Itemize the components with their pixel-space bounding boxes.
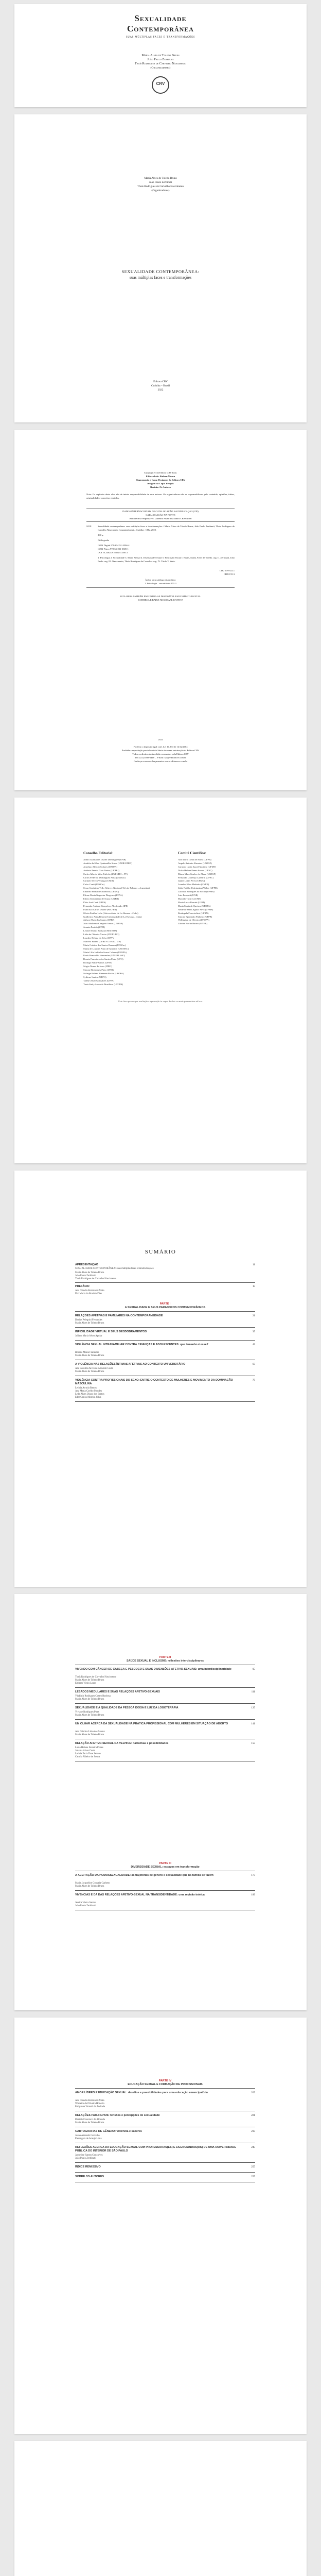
cover-title-line1: Sexualidade: [134, 13, 187, 23]
cip-index-item: 1. Psicologia – sexualidade 155.3: [145, 582, 176, 585]
toc-chapter-page: 79: [252, 1379, 255, 1382]
council-member-name: Aldira Guimarães Duarte Domínguez (UNB): [83, 858, 126, 861]
council-right-title: Comitê Científico:: [178, 851, 207, 855]
toc-chapter-title: UM OLHAR ACERCA DA SEXUALIDADE NA PRÁTICA PROFISSIONAL COM MULHERES EM SITUAÇÃO DE ABORTO: [75, 1722, 228, 1725]
title-author-2: João Paulo Zerbinati: [149, 181, 172, 184]
toc-chapter-author: Maria Alves de Toledo Bruns: [75, 1885, 104, 1888]
council-member-name: Carmem Lucia Sussel Mariano (UFMT): [178, 865, 216, 868]
toc-entry-subtitle: SEXUALIDADE CONTEMPORÂNEA: suas múltiplas faces e transformações: [75, 1267, 154, 1270]
council-member-name: Solange Helena Ximenes-Rocha (UFOPA): [83, 972, 124, 975]
toc-chapter-title: RELAÇÕES AFETIVAS E FAMILIARES NA CONTEMPORANEIDADE: [75, 1314, 163, 1317]
copyright-page: [14, 430, 307, 790]
toc-chapter-author: Pollyanna Yamadí de Andrade: [75, 2106, 105, 2108]
council-member-name: Carmen Tereza Velanga (UNIR): [83, 879, 114, 883]
title-page: [14, 114, 307, 422]
cip-librarian: Bibliotecária responsável: Luzenira Alves dos Santos CRB9/1506: [129, 517, 192, 520]
toc-heading: SUMÁRIO: [145, 1249, 176, 1255]
toc-entry-author: Maria Alves de Toledo Bruns: [75, 1272, 104, 1274]
toc-entry-author: Thaís Rodrigues de Carvalho Nascimento: [75, 1278, 117, 1280]
toc-chapter-title: RELAÇÕES PAIS/FILHOS: tensões e percepções de sexualidade: [75, 2114, 160, 2117]
copyright-line-4: Imagem da Capa: Freepik: [147, 482, 174, 485]
toc-separator: [75, 1890, 255, 1891]
toc-entry-page: 15: [252, 1285, 255, 1288]
council-member-name: Lídia Natália Dobrianskyj Weber (UFPR): [178, 887, 218, 890]
toc-chapter-author: Camila Ribeiro de Souza: [75, 1756, 100, 1758]
toc-entry-author: Ana Cláudia Bortolozzi Maia: [75, 1290, 104, 1292]
toc-page-1: [14, 1171, 307, 1587]
cip-index-title: Índice para catálogo sistemático: [145, 579, 176, 581]
council-member-name: Dulce Helena Penna Soares (UFSC): [178, 869, 212, 872]
toc-chapter-page: 21: [252, 1314, 255, 1317]
council-member-name: Sérgio Nunes de Jesus (IFRO): [83, 965, 112, 968]
toc-chapter-author: Juliana Maria Alves Aguiar: [75, 1335, 102, 1337]
toc-chapter-author: João Paulo Zerbinati: [75, 2157, 96, 2160]
council-member-name: Renato Francisco dos Santos Paula (UFG): [83, 958, 123, 961]
toc-chapter-title: SOBRE OS AUTORES: [75, 2175, 104, 2178]
toc-separator: [75, 1282, 255, 1283]
council-member-name: Marta Maria de Queiroz (UFOPA): [178, 904, 211, 907]
toc-chapter-author: Vladimir Rodrigues Castro Barbosa: [75, 1695, 111, 1698]
cip-pages: 260 p.: [98, 534, 104, 536]
imprint-publisher: Editora CRV: [153, 380, 168, 383]
council-member-name: Cesar Gerónimo Tello (Univer. Nacional Três de Febrero – Argentina): [83, 887, 150, 890]
cover-org-note: (Organizadores): [150, 66, 171, 70]
council-member-name: Marcelo Tavares (UNB): [178, 897, 201, 900]
toc-entry-author: João Paulo Zerbinati: [75, 1275, 96, 1277]
toc-separator: [75, 1311, 255, 1312]
cip-bottom-rule: [86, 587, 235, 588]
council-member-name: Tadeu Oliver Gonçalves (UFPA): [83, 979, 115, 982]
toc-chapter-author: Maria Alves de Toledo Bruns: [75, 1354, 104, 1357]
toc-chapter-author: Maria Alves de Toledo Bruns: [75, 2122, 104, 2124]
council-left-list: [83, 858, 150, 987]
council-member-name: Maria de Lourdes Pinto de Almeida (UNOESC): [83, 947, 129, 950]
toc-chapter-entry[interactable]: [75, 2091, 255, 2095]
council-member-name: Rodrigo Pratte-Santos (UFES): [83, 961, 113, 964]
toc-chapter-title: VIVENDO COM CÂNCER DE CABEÇA E PESCOÇO E SUAS DIMENSÕES AFETIVO-SEXUAIS: uma interdisciplinaridade: [75, 1668, 231, 1671]
copyright-line-1: Copyright © da Editora CRV Ltda.: [144, 471, 177, 474]
toc-separator: [75, 1340, 255, 1341]
council-member-name: Francisco Carlos Duarte (PUC-PR): [83, 908, 117, 911]
title-author-1: Maria Alves de Toledo Bruns: [144, 177, 177, 180]
rights-line-1: Foi feito o depósito legal conf. Lei 10.994 de 14/12/2004: [133, 745, 188, 748]
toc-chapter-author: Pierangela de Araujo Lima: [75, 2138, 102, 2140]
toc-chapter-author: Leticia Faria Dore Severo: [75, 1753, 101, 1755]
title-author-3: Thaís Rodrigues de Carvalho Nascimento: [137, 185, 184, 188]
toc-entry-page: 11: [253, 1263, 255, 1266]
toc-page-3: [14, 2018, 307, 2434]
toc-entry-title: APRESENTAÇÃO: [75, 1263, 98, 1266]
council-member-name: Elione Maria Nogueira Diogenes (UFAL): [83, 894, 123, 897]
toc-chapter-entry[interactable]: [75, 2114, 255, 2117]
toc-entry-author: Dr.ª Maria do Rosário Dias: [75, 1293, 102, 1295]
toc-chapter-author: Ana Carolina Alves de Azevedo Costa: [75, 1367, 113, 1370]
toc-chapter-title: INFIDELIDADE VIRTUAL E SEUS DESDOBRAMENTOS: [75, 1330, 147, 1333]
council-member-name: Eduardo Fernandes Barbosa (UFMG): [83, 890, 119, 893]
toc-chapter-author: Leticia Arruda Bastos: [75, 1387, 97, 1389]
app-notice: CONHEÇA E BAIXE NOSSO APLICATIVO!: [138, 599, 183, 601]
copyright-line-3: Diagramação e Capa: Designers da Editora CRV: [135, 479, 186, 481]
toc-part-2-label: PARTE II: [159, 1656, 171, 1659]
council-member-name: Tania Suely Azevedo Brasileiro (UFOPA): [83, 982, 123, 986]
cip-doi: DOI 10.24824/978652513305.1: [98, 551, 128, 554]
toc-separator: [75, 1687, 255, 1688]
toc-chapter-entry[interactable]: [75, 2175, 255, 2179]
toc-chapter-page: 141: [251, 1722, 255, 1725]
toc-chapter-entry[interactable]: [75, 1379, 255, 1386]
council-footer: Este livro passou por avaliação e aprovação às cegas de dois ou mais pareceristas ad hoc.: [118, 1000, 203, 1003]
toc-chapter-author: Jéssica Vieira Santos: [75, 1902, 96, 1904]
digital-notice: ESTA OBRA TAMBÉM ENCONTRA-SE DISPONÍVEL EM FORMATO DIGITAL.: [119, 595, 202, 598]
toc-chapter-page: 49: [252, 1343, 255, 1346]
toc-chapter-title: VIOLÊNCIA SEXUAL INTRAFAMILIAR CONTRA CRIANÇAS E ADOLESCENTES: que tamanho é esse?: [75, 1343, 208, 1346]
council-member-name: Ana Maria Costa de Sousa (UFPB): [178, 858, 211, 861]
council-member-name: Maria Cristina dos Santos Bezerra (UFSCar): [83, 943, 126, 946]
rights-line-2: Proibida a reprodução parcial ou total desta obra sem autorização da Editora CRV: [121, 749, 200, 752]
toc-chapter-author: Rosana Maria Franzolin: [75, 1351, 99, 1354]
council-member-name: Andréia da Silva Quintanilha Sousa (UNIR/UFRN): [83, 861, 132, 865]
toc-chapter-entry[interactable]: [75, 1722, 255, 1726]
toc-chapter-page: 155: [251, 1742, 255, 1745]
toc-chapter-entry[interactable]: [75, 1742, 255, 1745]
council-member-name: Fernando Lourenço Lazzarin (UFSC): [178, 876, 214, 879]
cip-isbn-physical: ISBN Físico 978-65-251-3305-1: [98, 548, 129, 550]
council-member-name: Zuleide Rocha Barros (UNEB): [178, 922, 208, 925]
imprint-year: 2022: [157, 388, 164, 392]
title-main: SEXUALIDADE CONTEMPORÂNEA:: [121, 269, 200, 274]
toc-separator: [75, 1401, 255, 1402]
toc-entry-prefacio[interactable]: [75, 1285, 255, 1289]
signature-page: [14, 2441, 307, 2576]
toc-chapter-entry[interactable]: [75, 1893, 255, 1897]
cip-isbn-digital: ISBN Digital 978-65-251-3304-4: [98, 544, 130, 547]
council-member-name: Carlos Alberto Vilar Estêvão (UMINHO – PT): [83, 872, 128, 875]
cip-cdu: CDU 159.922.1: [219, 569, 235, 572]
council-member-name: Lídia de Oliveira Xavier (UNIEURO): [83, 933, 119, 936]
toc-entry-apresentacao[interactable]: [75, 1263, 255, 1267]
toc-chapter-author: Jaqueline Santos Gonçalves: [75, 2154, 103, 2157]
council-member-name: Sydione Santos (UEPG): [83, 975, 106, 978]
toc-chapter-entry[interactable]: [75, 1363, 255, 1366]
toc-separator: [75, 1703, 255, 1704]
toc-chapter-page: 221: [251, 2114, 255, 2117]
council-member-name: Maria Lília Imbiriba Sousa Colares (UFOPA): [83, 951, 127, 954]
toc-chapter-author: Wisneire de Oliveira Honório: [75, 2103, 104, 2105]
cip-code: S518: [86, 525, 92, 528]
cip-subtitle: CATALOGAÇÃO NA FONTE: [146, 514, 175, 516]
council-member-name: Guillermo Arias Beatón (Universidade de La Havana – Cuba): [83, 915, 142, 918]
toc-separator: [75, 2172, 255, 2173]
toc-chapter-author: Janaína Alves Costa: [75, 1750, 95, 1752]
toc-chapter-author: Daniele Francisco de Almeida: [75, 2119, 105, 2121]
toc-chapter-author: Egberto Vieira Lopes: [75, 1682, 96, 1685]
cover-author-3: Thaís Rodrigues de Carvalho Nascimento: [134, 62, 187, 65]
rights-line-4: Tel.: (41) 3039-6418 – E-mail: sac@editoracrv.com.br: [134, 756, 187, 759]
toc-chapter-author: Maria Alves de Toledo Bruns: [75, 1698, 104, 1701]
rights-line-5: Conheça os nossos lançamentos: www.editoracrv.com.br: [133, 760, 188, 762]
toc-separator: [75, 1719, 255, 1720]
cover-title-line2: Contemporânea: [127, 24, 194, 33]
council-member-name: Marcelo Paixão (UFRJ e UTexas – US): [83, 940, 121, 943]
council-left-title: Conselho Editorial:: [83, 851, 114, 855]
toc-chapter-entry[interactable]: [75, 2130, 255, 2133]
council-member-name: Angelo Antonio Abrantes (UNESP): [178, 861, 212, 865]
toc-chapter-author: Maria Alves de Toledo Bruns: [75, 1714, 104, 1717]
council-member-name: Lourdes Helena da Silva (UFV): [83, 936, 114, 939]
toc-chapter-author: Ana Cristina Lima dos Santos: [75, 1731, 105, 1733]
toc-chapter-entry[interactable]: [75, 1343, 255, 1347]
cover-page: [14, 4, 307, 107]
toc-chapter-author: Joana Azevedo Carvalho: [75, 2134, 100, 2137]
toc-chapter-author: Maria Alves de Toledo Bruns: [75, 1679, 104, 1682]
council-member-name: Eliana Mara Simões de Abreu (UNESP): [178, 872, 216, 875]
council-member-name: Celso Conti (UFSCar): [83, 883, 105, 886]
toc-chapter-page: 205: [251, 2091, 255, 2094]
council-member-name: Simone Rodrigues Pinto (UNB): [83, 969, 114, 972]
council-member-name: Simone Sperandio Pinheiro (UFPB): [178, 915, 212, 918]
title-org-note: (Organizadores): [151, 189, 170, 192]
council-member-name: Lucimar Rodrigues da Rocha (UFMS): [178, 890, 215, 893]
toc-chapter-entry[interactable]: [75, 1668, 255, 1671]
toc-chapter-author: Ana Maria Coelho Mendes: [75, 1390, 102, 1393]
toc-chapter-page: 233: [251, 2130, 255, 2133]
crv-logo: [152, 76, 169, 94]
council-member-name: Wellington de Oliveira (UFOPA): [178, 919, 209, 922]
copyright-year: 2022: [158, 738, 163, 741]
council-member-name: Maria Lucia Boarini (UEM): [178, 901, 205, 904]
council-member-name: Élsio José Corá (UFFS): [83, 901, 106, 904]
toc-separator: [75, 1327, 255, 1328]
toc-part-2-title: SAÚDE SEXUAL E INCLUSÃO: reflexões interdisciplinares: [127, 1659, 204, 1663]
toc-chapter-entry[interactable]: [75, 1314, 255, 1318]
toc-separator: [75, 2088, 255, 2089]
toc-chapter-title: REFLEXÕES ACERCA DA EDUCAÇÃO SEXUAL COM PROFESSORAS(ES) E LICENCIANDAS(OS) DE UMA UNIVERSIDADE PÚBLICA DO INTERIOR DE SÃO PAULO: [75, 2146, 236, 2153]
council-member-name: Rosângela Francischini (UFRN): [178, 911, 209, 914]
copyright-line-2: Editor-chefe: Railson Moura: [146, 475, 175, 478]
council-member-name: Anselmo Alencar Colares (UFOPA): [83, 865, 118, 868]
toc-chapter-title: LESADOS MEDULARES E SUAS RELAÇÕES AFETIVO-SEXUAIS: [75, 1690, 160, 1693]
council-right-list: [178, 858, 218, 926]
council-member-name: Jailson Alves dos Santos (UFRJ): [83, 919, 115, 922]
toc-chapter-page: 173: [251, 1874, 255, 1877]
toc-chapter-entry[interactable]: [75, 2146, 255, 2153]
council-member-name: Fernando Antônio Gonçalves Alcoforado (IPB): [83, 904, 129, 907]
toc-chapter-author: Maria Alves de Toledo Bruns: [75, 1322, 104, 1325]
toc-chapter-title: VIVÊNCIAS E DA DAS RELAÇÕES AFETIVO-SEXUAL NA TRANSIDENTIDADE: uma revisão teórica: [75, 1893, 205, 1896]
toc-chapter-entry[interactable]: [75, 1690, 255, 1694]
cip-subjects: 1. Psicologia 2. Sexualidade 3. Saúde Sexual 4. Diversidade Sexual 5. Educação Sexual I. Bruns, Maria Alves de Toledo. org. II. Zerbinati, João Paulo. org. III. Nascimento, Thaís Rodrigues de Carvalho. org. IV. Título V. Série.: [98, 556, 235, 563]
council-page: [14, 798, 307, 1163]
council-member-name: Paulo Romualdo Hernandes (UNIFAL-MG): [83, 954, 126, 957]
toc-chapter-entry[interactable]: [75, 2165, 255, 2169]
toc-chapter-page: 255: [251, 2165, 255, 2168]
toc-chapter-author: Denise Pelegrini Fernandes: [75, 1319, 102, 1321]
cover-author-2: João Paulo Zerbinati: [147, 58, 174, 61]
toc-chapter-title: VIOLÊNCIA CONTRA PROFISSIONAIS DO SEXO: ENTRE O CONTEXTO DE MULHERES E MOVIMENTO DA DOMINAÇÃO MASCULINA: [75, 1379, 233, 1385]
crv-logo-text: CRV: [156, 81, 165, 86]
toc-chapter-author: João Paulo Zerbinati: [75, 1905, 96, 1907]
toc-chapter-title: AMOR LÍBERO E EDUCAÇÃO SEXUAL: desafios e possibilidades para uma educação emancipatória: [75, 2091, 208, 2094]
council-member-name: Carlos Federico Dominguez Avila (Unieuro): [83, 876, 126, 879]
cip-reference: Sexualidade contemporânea: suas múltiplas faces e transformações / Maria Alves de Toledo Bruns, João Paulo Zerbinati, Thaís Rodrigues de Carvalho Nascimento (organizadores) – Curitiba : CRV, 2022.: [98, 525, 235, 531]
copyright-note: Nota: Os capítulos desta obra são de inteira responsabilidade de seus autores. Os organizadores não se responsabilizam pelo conteúdo, opiniões, ideias, originalidade e conceitos emitidos.: [86, 493, 235, 499]
cip-mid-rule: [86, 521, 235, 522]
toc-chapter-title: ÍNDICE REMISSIVO: [75, 2165, 101, 2168]
toc-part-1-label: PARTE I: [159, 1302, 171, 1306]
toc-part-4-label: PARTE IV: [158, 2079, 172, 2082]
toc-chapter-page: 63: [252, 1363, 255, 1366]
toc-chapter-entry[interactable]: [75, 1706, 255, 1710]
toc-chapter-author: Thaís Rodrigues de Carvalho Nascimento: [75, 1676, 117, 1679]
toc-chapter-page: 189: [251, 1893, 255, 1896]
council-member-name: Luiz Pasquali (UNB): [178, 894, 199, 897]
toc-chapter-author: Luisa Helena Ferreira Prates: [75, 1747, 103, 1749]
toc-chapter-entry[interactable]: [75, 1330, 255, 1334]
cip-bibliography: Bibliografia: [98, 539, 110, 541]
toc-chapter-title: RELAÇÃO AFETIVO-SEXUAL NA VELHICE: narrativas e possibilidades: [75, 1742, 169, 1745]
toc-chapter-title: A ACEITAÇÃO DA HOMOSSEXUALIDADE: as trajetórias de gênero e sexualidade que na família se fazem: [75, 1874, 213, 1877]
cip-cdd: CDD 155.3: [223, 573, 235, 575]
council-member-name: Leonel Severo Rocha (UNISINOS): [83, 929, 117, 933]
toc-chapter-author: Maria Alves de Toledo Bruns: [75, 1734, 104, 1736]
toc-chapter-author: Eder Carlos Moreira Silva: [75, 1396, 101, 1399]
toc-chapter-author: Maria Alves de Toledo Bruns: [75, 1370, 104, 1373]
toc-part-3-title: DIVERSIDADE SEXUAL: espaços em transformação: [131, 1866, 200, 1869]
rights-line-3: Todos os direitos desta edição reservados pela Editora CRV: [132, 753, 189, 755]
toc-part-4-title: EDUCAÇÃO SEXUAL E FORMAÇÃO DE PROFISSIONAIS: [128, 2083, 203, 2086]
toc-chapter-page: 35: [252, 1330, 255, 1333]
council-member-name: Leandro Silva Medrado (UNEB): [178, 883, 209, 886]
toc-chapter-page: 245: [251, 2146, 255, 2149]
cip-title: DADOS INTERNACIONAIS DE CATALOGAÇÃO NA PUBLICAÇÃO (CIP): [122, 510, 199, 513]
toc-chapter-author: Maria Jacqueline Gouveia Carlotto: [75, 1882, 110, 1885]
toc-chapter-title: SEXUALIDADE E A QUALIDADE DA PESSOA IDOSA E LUZ DA LOGOTERAPIA: [75, 1706, 179, 1709]
toc-chapter-title: CARTOGRAFIAS DE GÊNERO: violência e saberes: [75, 2130, 142, 2133]
council-member-name: Josania Portela (UFPI): [83, 926, 105, 929]
council-member-name: João Adalberto Campato Junior (UNESP): [83, 922, 123, 925]
toc-part-3-label: PARTE III: [159, 1862, 171, 1865]
council-member-name: Antônio Pereira Gaio Júnior (UFRRJ): [83, 869, 119, 872]
toc-part-1-title: A SEXUALIDADE E SEUS PARADOXOS CONTEMPORÂNEOS: [124, 1306, 206, 1309]
toc-chapter-author: Leda Alves Diogo dos Santos: [75, 1393, 104, 1396]
toc-chapter-page: 125: [251, 1706, 255, 1709]
title-subtitle: suas múltiplas faces e transformações: [129, 275, 192, 280]
toc-chapter-author: Ana Claudia Bortolozzi Maia: [75, 2099, 104, 2102]
toc-page-2: [14, 1594, 307, 2010]
toc-entry-title: PREFÁCIO: [75, 1285, 90, 1288]
toc-chapter-page: 111: [251, 1690, 255, 1693]
toc-chapter-page: 257: [251, 2175, 255, 2178]
copyright-line-5: Revisão: Os Autores: [150, 486, 171, 488]
toc-chapter-author: Viviane Rodrigues Pires: [75, 1711, 99, 1714]
toc-chapter-entry[interactable]: [75, 1874, 255, 1877]
council-member-name: Jaiane Lilian Peres (UFMG): [178, 879, 205, 883]
imprint-city: Curitiba – Brasil: [151, 384, 170, 387]
council-member-name: Elizeu Clementino de Souza (UNEB): [83, 897, 119, 900]
toc-separator: [75, 2162, 255, 2163]
council-member-name: Neide de Melo Aguiar Silva (UFMS): [178, 908, 213, 911]
cover-subtitle: suas múltiplas faces e transformações: [126, 35, 195, 39]
cip-top-rule: [86, 508, 235, 509]
toc-chapter-page: 95: [252, 1668, 255, 1671]
toc-chapter-title: A VIOLÊNCIA NAS RELAÇÕES ÍNTIMAS AFETIVAS AO CONTEXTO UNIVERSITÁRIO: [75, 1363, 186, 1366]
council-member-name: Gloria Fariñas León (Universidade de La Havana – Cuba): [83, 911, 138, 914]
cover-author-1: Maria Alves de Toledo Bruns: [141, 54, 180, 57]
